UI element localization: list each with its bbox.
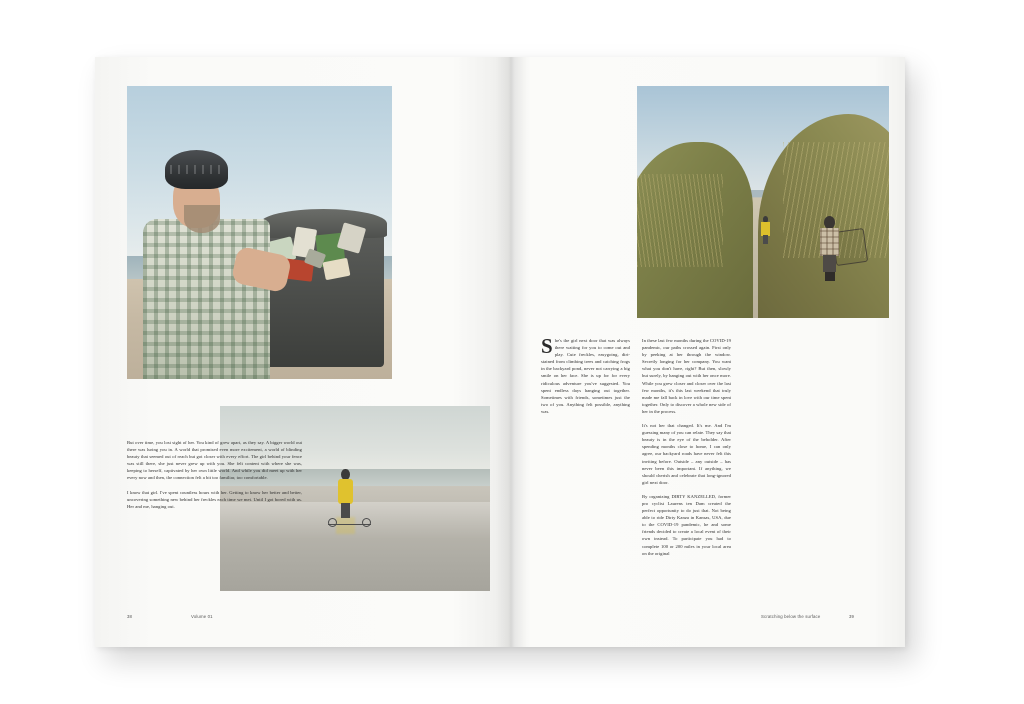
right-page	[511, 57, 905, 647]
cyclist-figure	[143, 150, 281, 379]
paragraph: It's not her that changed. It's me. And I'm guessing many of you can relate. They say that beauty is in the eye of the beholder. After spending months close to home, I can only agree, our backyard roads have never felt this inviting before. Outside – any outside – has never been this important. If anything, we should cherish and celebrate that long-ignored girl next door.	[642, 423, 731, 485]
photo-dune-path-with-two-riders	[637, 86, 889, 318]
paragraph: But over time, you lost sight of her. You kind of grew apart, as they say. A bigger world out there was luring you in. A world that promised even more excitement, a world of blinding beauty that seemed out of reach but got closer with every effort. The girl behind your fence was still there, she just never grew up with you. She felt content with where she was, keeping to herself, captivated by her own little world. And while you did meet up with her every now and then, the connection felt a bit too familiar, too comfortable.	[127, 440, 302, 481]
right-page-column-one	[541, 334, 630, 422]
right-page-column-two	[642, 337, 731, 564]
near-rider-figure	[818, 216, 841, 281]
beard	[184, 205, 220, 232]
paragraph-with-dropcap: She's the girl next door that was always there waiting for you to come out and play. Cute freckles, easygoing, dirt-stained from climbing trees and catching frogs in the backyard pond, never not carrying a big smile on her face. She is up for for every ridiculous adventure you've suggested. You spent endless days hanging out together. Sometimes with friends, sometimes just the two of you. Anything felt possible, anything was.	[541, 334, 630, 414]
paragraph: By organizing DIRTY KANZELLED, former pro cyclist Laurens ten Dam created the perfect opportunity to do just that. Not being able to ride Dirty Kanza in Kansas, USA, due to the COVID-19 pandemic, he and some friends decided to create a local event of their own instead. To participate you had to complete 100 or 200 miles in your local area on the original	[642, 493, 731, 556]
folio-page-number-left: 38	[127, 614, 133, 619]
folio-label-right: Scratching below the surface	[761, 614, 821, 619]
marram-grass-left	[637, 174, 723, 267]
left-page-body-text	[127, 439, 302, 517]
bike-helmet	[165, 150, 228, 189]
magazine-spread	[95, 57, 905, 647]
photo-cyclist-sorting-rubbish-bin-on-beach	[127, 86, 392, 379]
folio-page-number-right: 39	[849, 614, 855, 619]
plaid-shirt	[143, 219, 270, 379]
left-page	[95, 57, 511, 647]
paragraph: In these last few months during the COVID-19 pandemic, our paths crossed again. First only by peeking at her through the window. Secretly longing for her company. You want what you don't have, right? But then, slowly but surely, by hanging out with her once more. While you grew closer and closer over the last few months, it's this last weekend that truly made me fall back in love with our time spent together. Only to discover a whole new side of her in the process.	[642, 338, 731, 414]
folio-label-left: Volume 01	[191, 614, 213, 619]
rider-figure	[336, 469, 355, 517]
distant-rider-figure	[760, 216, 770, 244]
paragraph: I know that girl. I've spent countless hours with her. Getting to know her better and better, uncovering something new behind her freckles each time we met. Until I got bored with us. Her and me, hanging out.	[127, 489, 302, 509]
